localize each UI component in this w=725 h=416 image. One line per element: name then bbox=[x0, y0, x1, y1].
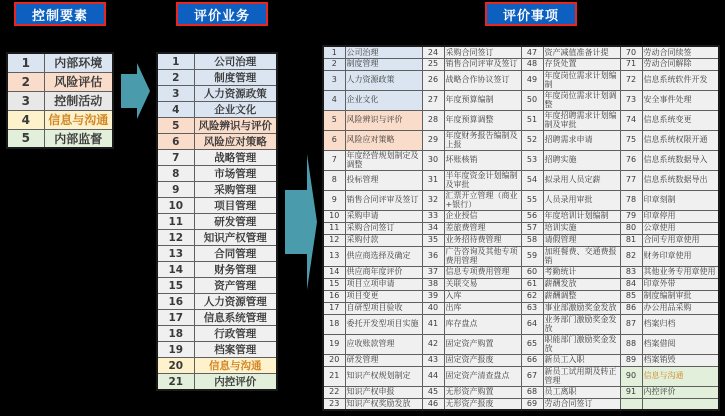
item-label: 制度编制审批 bbox=[642, 290, 719, 302]
table-row bbox=[157, 326, 277, 342]
item-label: 年度预算调整 bbox=[444, 110, 521, 130]
item-label: 战略管理 bbox=[194, 150, 277, 166]
table-row bbox=[323, 266, 719, 278]
table-row bbox=[7, 53, 113, 72]
item-label: 合同管理 bbox=[194, 246, 277, 262]
item-number: 44 bbox=[422, 366, 444, 386]
table-row bbox=[157, 358, 277, 374]
item-number: 10 bbox=[323, 210, 345, 222]
item-label: 投标管理 bbox=[345, 170, 422, 190]
item-label: 自研型项目验收 bbox=[345, 302, 422, 314]
item-number: 2 bbox=[323, 58, 345, 70]
item-label: 内控评价 bbox=[642, 386, 719, 398]
item-number: 41 bbox=[422, 314, 444, 334]
item-number: 47 bbox=[521, 46, 543, 58]
table-row bbox=[157, 86, 277, 102]
table-row bbox=[157, 278, 277, 294]
item-label: 采购申请 bbox=[345, 210, 422, 222]
item-label: 劳动合同续签 bbox=[642, 46, 719, 58]
flow-arrow-small bbox=[121, 57, 150, 129]
item-label: 年度财务报告编制及上报 bbox=[444, 130, 521, 150]
header-evaluation-items: 评价事项 bbox=[485, 2, 577, 26]
item-label: 风险评估 bbox=[44, 72, 113, 91]
table-row bbox=[157, 53, 277, 70]
item-label: 差旅费管理 bbox=[444, 222, 521, 234]
item-label: 知识产权奖励发放 bbox=[345, 398, 422, 410]
item-label: 人力资源政策 bbox=[194, 86, 277, 102]
item-label: 企业文化 bbox=[194, 102, 277, 118]
item-label: 档案归档 bbox=[642, 314, 719, 334]
item-label: 知识产权申报 bbox=[345, 386, 422, 398]
item-number: 34 bbox=[422, 222, 444, 234]
item-number: 59 bbox=[521, 246, 543, 266]
item-number: 13 bbox=[323, 246, 345, 266]
item-label: 研发管理 bbox=[194, 214, 277, 230]
table-row bbox=[7, 129, 113, 148]
item-label: 库存盘点 bbox=[444, 314, 521, 334]
item-number: 16 bbox=[157, 294, 194, 310]
item-label: 销售合同评审及签订 bbox=[345, 190, 422, 210]
item-label: 无形资产购置 bbox=[444, 386, 521, 398]
item-number: 28 bbox=[422, 110, 444, 130]
table-row bbox=[323, 210, 719, 222]
item-number: 37 bbox=[422, 266, 444, 278]
item-label: 制度管理 bbox=[345, 58, 422, 70]
item-label: 关联交易 bbox=[444, 278, 521, 290]
item-number: 15 bbox=[157, 278, 194, 294]
item-label bbox=[642, 398, 719, 410]
item-number: 27 bbox=[422, 90, 444, 110]
item-label: 印章停用 bbox=[642, 210, 719, 222]
item-number: 80 bbox=[620, 222, 642, 234]
item-label: 入库 bbox=[444, 290, 521, 302]
item-number: 1 bbox=[323, 46, 345, 58]
table-row bbox=[323, 290, 719, 302]
item-number: 53 bbox=[521, 150, 543, 170]
item-label: 年度经营规划制定及调整 bbox=[345, 150, 422, 170]
table-row bbox=[7, 72, 113, 91]
item-number: 20 bbox=[157, 358, 194, 374]
item-number: 3 bbox=[323, 70, 345, 90]
item-number: 26 bbox=[422, 70, 444, 90]
item-number: 83 bbox=[620, 266, 642, 278]
item-label: 档案销毁 bbox=[642, 354, 719, 366]
table-row bbox=[157, 102, 277, 118]
item-number: 35 bbox=[422, 234, 444, 246]
item-number: 50 bbox=[521, 90, 543, 110]
item-number: 30 bbox=[422, 150, 444, 170]
item-label: 企业授信 bbox=[444, 210, 521, 222]
table-row bbox=[323, 334, 719, 354]
item-label: 信息系统软件开发 bbox=[642, 70, 719, 90]
item-label: 固定资产报废 bbox=[444, 354, 521, 366]
item-number: 57 bbox=[521, 222, 543, 234]
table-row bbox=[323, 234, 719, 246]
item-label: 财务印章使用 bbox=[642, 246, 719, 266]
item-label: 市场管理 bbox=[194, 166, 277, 182]
table-row bbox=[323, 70, 719, 90]
item-number: 56 bbox=[521, 210, 543, 222]
item-number: 61 bbox=[521, 278, 543, 290]
item-label: 印章外带 bbox=[642, 278, 719, 290]
item-number: 69 bbox=[521, 398, 543, 410]
item-label: 信息系统数据导入 bbox=[642, 150, 719, 170]
table-row bbox=[157, 70, 277, 86]
item-number: 70 bbox=[620, 46, 642, 58]
item-number: 15 bbox=[323, 278, 345, 290]
item-number: 51 bbox=[521, 110, 543, 130]
item-number: 54 bbox=[521, 170, 543, 190]
item-label: 年度岗位需求计划调整 bbox=[543, 90, 620, 110]
table-row bbox=[323, 354, 719, 366]
item-label: 档案管理 bbox=[194, 342, 277, 358]
item-number: 36 bbox=[422, 246, 444, 266]
item-label: 汇票开立管理（商业+银行） bbox=[444, 190, 521, 210]
table-row bbox=[157, 310, 277, 326]
item-label: 项目立项申请 bbox=[345, 278, 422, 290]
item-label: 研发管理 bbox=[345, 354, 422, 366]
item-number: 14 bbox=[323, 266, 345, 278]
item-number: 3 bbox=[157, 86, 194, 102]
item-label: 业务部门激励奖金发放 bbox=[543, 314, 620, 334]
item-number: 4 bbox=[323, 90, 345, 110]
right-arrow-icon bbox=[285, 154, 317, 290]
item-label: 业务招待费管理 bbox=[444, 234, 521, 246]
item-number: 13 bbox=[157, 246, 194, 262]
item-label: 广告咨询及其他专项费用管理 bbox=[444, 246, 521, 266]
item-number: 23 bbox=[323, 398, 345, 410]
item-number: 45 bbox=[422, 386, 444, 398]
table-row bbox=[157, 342, 277, 358]
item-label: 控制活动 bbox=[44, 91, 113, 110]
item-number bbox=[620, 398, 642, 410]
item-label: 其他业务专用章使用 bbox=[642, 266, 719, 278]
table-row bbox=[7, 91, 113, 110]
item-label: 人力资源管理 bbox=[194, 294, 277, 310]
table-row bbox=[323, 222, 719, 234]
item-number: 14 bbox=[157, 262, 194, 278]
table-row bbox=[323, 246, 719, 266]
item-label: 项目管理 bbox=[194, 198, 277, 214]
table-row bbox=[323, 278, 719, 290]
item-label: 内部监督 bbox=[44, 129, 113, 148]
item-number: 76 bbox=[620, 150, 642, 170]
item-number: 10 bbox=[157, 198, 194, 214]
item-label: 采购合同签订 bbox=[444, 46, 521, 58]
item-label: 新员工入职 bbox=[543, 354, 620, 366]
item-number: 52 bbox=[521, 130, 543, 150]
item-label: 采购合同签订 bbox=[345, 222, 422, 234]
item-number: 25 bbox=[422, 58, 444, 70]
item-label: 战略合作协议签订 bbox=[444, 70, 521, 90]
table-row bbox=[157, 134, 277, 150]
item-label: 年度培训计划编制 bbox=[543, 210, 620, 222]
item-number: 6 bbox=[157, 134, 194, 150]
table-row bbox=[157, 150, 277, 166]
table-row bbox=[323, 46, 719, 58]
item-label: 固定资产清查盘点 bbox=[444, 366, 521, 386]
item-label: 半年度资金计划编制及审批 bbox=[444, 170, 521, 190]
item-number: 79 bbox=[620, 210, 642, 222]
item-label: 信息与沟通 bbox=[44, 110, 113, 129]
item-number: 46 bbox=[422, 398, 444, 410]
table-row bbox=[323, 386, 719, 398]
item-number: 5 bbox=[157, 118, 194, 134]
item-label: 事业部激励奖金发放 bbox=[543, 302, 620, 314]
item-label: 委托开发型项目实施 bbox=[345, 314, 422, 334]
item-number: 17 bbox=[157, 310, 194, 326]
item-number: 55 bbox=[521, 190, 543, 210]
item-number: 8 bbox=[323, 170, 345, 190]
item-number: 24 bbox=[422, 46, 444, 58]
item-number: 4 bbox=[157, 102, 194, 118]
item-number: 42 bbox=[422, 334, 444, 354]
item-label: 年度岗位需求计划编制 bbox=[543, 70, 620, 90]
item-number: 67 bbox=[521, 366, 543, 386]
table-row bbox=[323, 110, 719, 130]
item-label: 薪酬调整 bbox=[543, 290, 620, 302]
item-number: 71 bbox=[620, 58, 642, 70]
item-number: 78 bbox=[620, 190, 642, 210]
item-number: 64 bbox=[521, 314, 543, 334]
table-row bbox=[157, 246, 277, 262]
item-label: 招聘实施 bbox=[543, 150, 620, 170]
item-number: 38 bbox=[422, 278, 444, 290]
item-label: 制度管理 bbox=[194, 70, 277, 86]
item-number: 19 bbox=[157, 342, 194, 358]
item-number: 11 bbox=[323, 222, 345, 234]
item-label: 内部环境 bbox=[44, 53, 113, 72]
item-label: 存货处置 bbox=[543, 58, 620, 70]
item-label: 职能部门激励奖金发放 bbox=[543, 334, 620, 354]
item-number: 72 bbox=[620, 70, 642, 90]
item-label: 信息系统权限开通 bbox=[642, 130, 719, 150]
item-number: 12 bbox=[157, 230, 194, 246]
table-row bbox=[157, 198, 277, 214]
item-number: 89 bbox=[620, 354, 642, 366]
table-row bbox=[157, 166, 277, 182]
item-number: 86 bbox=[620, 302, 642, 314]
item-label: 信息与沟通 bbox=[194, 358, 277, 374]
item-label: 考勤统计 bbox=[543, 266, 620, 278]
item-number: 29 bbox=[422, 130, 444, 150]
item-number: 88 bbox=[620, 334, 642, 354]
item-number: 19 bbox=[323, 334, 345, 354]
item-label: 人员录用审批 bbox=[543, 190, 620, 210]
item-label: 培训实施 bbox=[543, 222, 620, 234]
control-elements-table bbox=[6, 52, 114, 149]
table-row bbox=[323, 398, 719, 410]
item-label: 企业文化 bbox=[345, 90, 422, 110]
item-number: 20 bbox=[323, 354, 345, 366]
item-label: 项目变更 bbox=[345, 290, 422, 302]
item-label: 招聘需求申请 bbox=[543, 130, 620, 150]
table-row bbox=[323, 190, 719, 210]
item-label: 资产管理 bbox=[194, 278, 277, 294]
item-label: 风险辨识与评价 bbox=[345, 110, 422, 130]
item-label: 加班餐费、交通费报销 bbox=[543, 246, 620, 266]
item-label: 新员工试用期及转正管理 bbox=[543, 366, 620, 386]
item-label: 公司治理 bbox=[194, 53, 277, 70]
table-row bbox=[323, 314, 719, 334]
item-number: 63 bbox=[521, 302, 543, 314]
item-number: 82 bbox=[620, 246, 642, 266]
item-label: 劳动合同签订 bbox=[543, 398, 620, 410]
item-number: 4 bbox=[7, 110, 44, 129]
item-number: 87 bbox=[620, 314, 642, 334]
flow-arrow-large bbox=[283, 152, 317, 296]
table-row bbox=[157, 374, 277, 391]
item-number: 1 bbox=[7, 53, 44, 72]
item-label: 应收账款管理 bbox=[345, 334, 422, 354]
item-number: 7 bbox=[157, 150, 194, 166]
item-number: 16 bbox=[323, 290, 345, 302]
item-number: 18 bbox=[323, 314, 345, 334]
item-number: 68 bbox=[521, 386, 543, 398]
item-label: 采购管理 bbox=[194, 182, 277, 198]
item-label: 年度招聘需求计划编制及审批 bbox=[543, 110, 620, 130]
item-label: 年度预算编制 bbox=[444, 90, 521, 110]
item-number: 77 bbox=[620, 170, 642, 190]
item-number: 62 bbox=[521, 290, 543, 302]
item-number: 33 bbox=[422, 210, 444, 222]
item-number: 74 bbox=[620, 110, 642, 130]
table-row bbox=[323, 150, 719, 170]
item-label: 风险应对策略 bbox=[345, 130, 422, 150]
item-label: 内控评价 bbox=[194, 374, 277, 391]
item-label: 信息系统变更 bbox=[642, 110, 719, 130]
item-number: 32 bbox=[422, 190, 444, 210]
item-number: 48 bbox=[521, 58, 543, 70]
item-number: 39 bbox=[422, 290, 444, 302]
item-number: 91 bbox=[620, 386, 642, 398]
item-label: 劳动合同解除 bbox=[642, 58, 719, 70]
item-number: 85 bbox=[620, 290, 642, 302]
item-label: 出库 bbox=[444, 302, 521, 314]
item-number: 9 bbox=[323, 190, 345, 210]
item-label: 档案借阅 bbox=[642, 334, 719, 354]
item-label: 办公用品采购 bbox=[642, 302, 719, 314]
item-label: 拟录用人员定薪 bbox=[543, 170, 620, 190]
item-label: 坏账核销 bbox=[444, 150, 521, 170]
evaluation-business-table bbox=[156, 52, 278, 391]
item-label: 信息系统数据导出 bbox=[642, 170, 719, 190]
item-number: 18 bbox=[157, 326, 194, 342]
table-row bbox=[7, 110, 113, 129]
item-label: 公章使用 bbox=[642, 222, 719, 234]
item-label: 印章刻制 bbox=[642, 190, 719, 210]
item-label: 信息专项费用管理 bbox=[444, 266, 521, 278]
item-number: 66 bbox=[521, 354, 543, 366]
table-row bbox=[323, 170, 719, 190]
table-row bbox=[157, 294, 277, 310]
item-label: 请假管理 bbox=[543, 234, 620, 246]
item-number: 12 bbox=[323, 234, 345, 246]
item-label: 合同专用章使用 bbox=[642, 234, 719, 246]
item-number: 84 bbox=[620, 278, 642, 290]
item-number: 58 bbox=[521, 234, 543, 246]
header-control-elements: 控制要素 bbox=[14, 2, 106, 26]
item-number: 60 bbox=[521, 266, 543, 278]
item-number: 6 bbox=[323, 130, 345, 150]
item-label: 知识产权管理 bbox=[194, 230, 277, 246]
table-row bbox=[157, 118, 277, 134]
item-number: 21 bbox=[323, 366, 345, 386]
item-number: 9 bbox=[157, 182, 194, 198]
item-number: 65 bbox=[521, 334, 543, 354]
table-row bbox=[157, 214, 277, 230]
item-label: 无形资产报废 bbox=[444, 398, 521, 410]
item-number: 75 bbox=[620, 130, 642, 150]
item-number: 21 bbox=[157, 374, 194, 391]
item-label: 销售合同评审及签订 bbox=[444, 58, 521, 70]
item-number: 31 bbox=[422, 170, 444, 190]
item-label: 资产减值准备计提 bbox=[543, 46, 620, 58]
item-label: 安全事件处理 bbox=[642, 90, 719, 110]
item-number: 43 bbox=[422, 354, 444, 366]
item-number: 2 bbox=[157, 70, 194, 86]
item-label: 薪酬发放 bbox=[543, 278, 620, 290]
table-row bbox=[323, 130, 719, 150]
item-number: 5 bbox=[323, 110, 345, 130]
item-label: 信息系统管理 bbox=[194, 310, 277, 326]
item-number: 49 bbox=[521, 70, 543, 90]
item-label: 知识产权规划制定 bbox=[345, 366, 422, 386]
table-row bbox=[323, 366, 719, 386]
item-number: 1 bbox=[157, 53, 194, 70]
item-label: 供应商选择及确定 bbox=[345, 246, 422, 266]
item-number: 11 bbox=[157, 214, 194, 230]
item-number: 22 bbox=[323, 386, 345, 398]
item-label: 风险辨识与评价 bbox=[194, 118, 277, 134]
table-row bbox=[323, 90, 719, 110]
table-row bbox=[323, 58, 719, 70]
item-number: 8 bbox=[157, 166, 194, 182]
item-number: 81 bbox=[620, 234, 642, 246]
table-row bbox=[323, 302, 719, 314]
item-label: 行政管理 bbox=[194, 326, 277, 342]
item-label: 公司治理 bbox=[345, 46, 422, 58]
item-number: 2 bbox=[7, 72, 44, 91]
table-row bbox=[157, 230, 277, 246]
table-row bbox=[157, 182, 277, 198]
evaluation-items-table bbox=[322, 45, 720, 411]
item-number: 3 bbox=[7, 91, 44, 110]
item-label: 员工离职 bbox=[543, 386, 620, 398]
item-label: 固定资产购置 bbox=[444, 334, 521, 354]
right-arrow-icon bbox=[121, 63, 150, 119]
item-label: 采购付款 bbox=[345, 234, 422, 246]
item-number: 73 bbox=[620, 90, 642, 110]
item-number: 90 bbox=[620, 366, 642, 386]
item-number: 17 bbox=[323, 302, 345, 314]
item-label: 风险应对策略 bbox=[194, 134, 277, 150]
item-label: 人力资源政策 bbox=[345, 70, 422, 90]
item-number: 7 bbox=[323, 150, 345, 170]
header-evaluation-business: 评价业务 bbox=[176, 2, 268, 26]
item-number: 40 bbox=[422, 302, 444, 314]
item-number: 5 bbox=[7, 129, 44, 148]
table-row bbox=[157, 262, 277, 278]
item-label: 供应商年度评价 bbox=[345, 266, 422, 278]
item-label: 信息与沟通 bbox=[642, 366, 719, 386]
item-label: 财务管理 bbox=[194, 262, 277, 278]
